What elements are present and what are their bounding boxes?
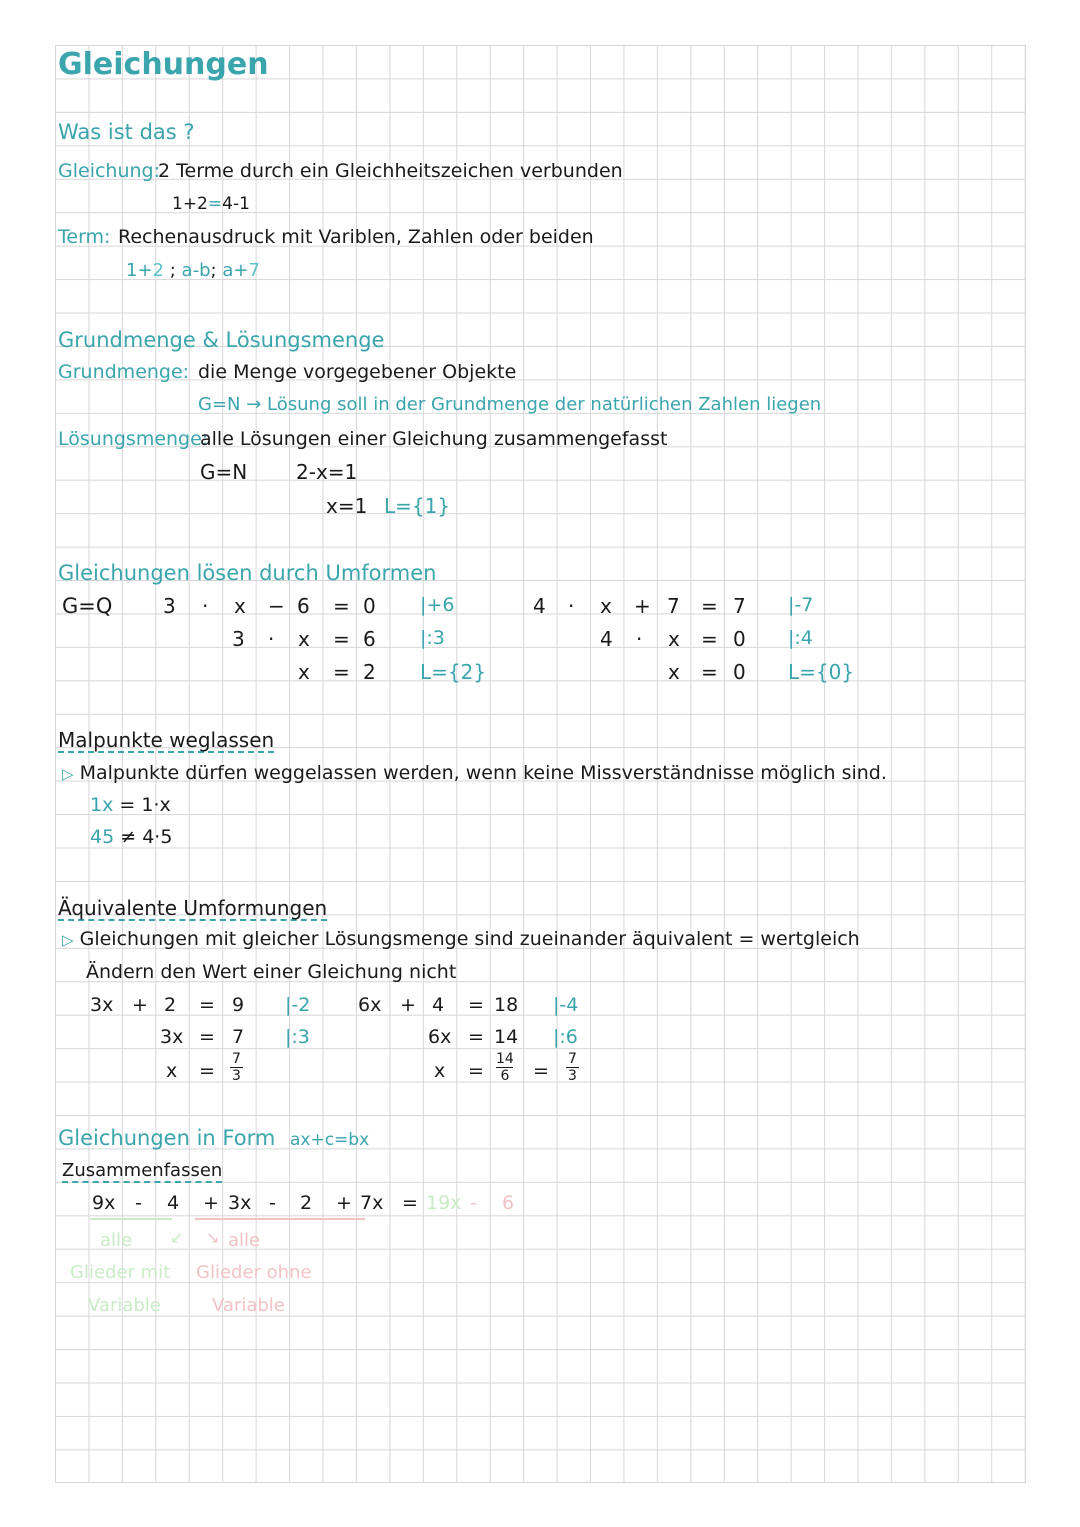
expr-op-3: - [269,1192,276,1214]
gleichung-definition: 2 Terme durch ein Gleichheitszeichen verbunden [158,160,623,182]
right-eq-row3-equals: = [701,660,718,684]
note-right-line-1: alle [228,1230,261,1251]
term-examples [126,262,260,280]
right-eq-row2-rhs: 0 [733,627,746,651]
equiv-left-row2-equals: = [199,1026,215,1048]
term-example-3b: 7 [248,260,260,281]
equiv-right-row3-var: x [434,1060,446,1082]
left-eq-row3-rhs: 2 [363,660,376,684]
left-eq-row2-dot: · [268,627,275,651]
fraction-numerator: 14 [496,1051,514,1067]
right-eq-row2-var: x [668,627,680,651]
equiv-right-row1-operation: |-4 [553,994,579,1016]
expr-result-minus: - [470,1192,477,1214]
left-eq-row1-rhs: 0 [363,594,376,618]
example-basic-set: G=N [200,460,248,484]
right-eq-row2-dot: · [636,627,643,651]
example-equation: 2-x=1 [296,460,358,484]
equivalent-line-1-text: Gleichungen mit gleicher Lösungsmenge sind zueinander äquivalent = wertgleich [79,928,860,950]
term-example-1b: 2 [152,260,164,281]
equiv-right-row1-rhs: 18 [494,994,519,1016]
equiv-left-row3-var: x [166,1060,178,1082]
equiv-left-row2-operation: |:3 [285,1026,310,1048]
equiv-left-row1-const: 2 [164,994,177,1016]
equiv-left-row2-term: 3x [160,1026,184,1048]
left-eq-row2-operation: |:3 [420,627,445,649]
left-eq-row2-var: x [298,627,310,651]
equiv-right-row3-fraction-2 [566,1052,579,1083]
rational-basic-set: G=Q [62,594,113,618]
term-example-separator-2: ; [210,260,217,281]
bullet-triangle-icon: ▷ [62,765,74,783]
gleichung-example-left: 1+2 [172,194,208,214]
right-eq-row2-equals: = [701,627,718,651]
arrow-right-icon: ↘ [206,1228,220,1247]
term-example-2: a-b [181,260,211,281]
left-eq-row2-equals: = [333,627,350,651]
equiv-right-row2-operation: |:6 [553,1026,578,1048]
fraction-denominator: 3 [232,1068,241,1084]
right-eq-row1-dot: · [568,594,575,618]
expr-op-1: - [135,1192,142,1214]
equiv-right-row1-plus: + [400,994,416,1016]
gleichung-example-right: 4-1 [222,194,250,214]
section-equivalent-heading: Äquivalente Umformungen [58,896,328,920]
grundmenge-label: Grundmenge: [58,361,190,383]
term-example-separator-1: ; [169,260,176,281]
gleichung-example-equals: = [207,194,223,214]
left-eq-row1-equals: = [333,594,350,618]
section-form-formula: ax+c=bx [289,1130,370,1150]
fraction-numerator: 7 [232,1051,241,1067]
multiplication-example-1-left: 1x [90,794,114,816]
left-eq-row1-coef: 3 [163,594,176,618]
left-eq-row1-op: − [268,594,285,618]
expr-term-3: 3x [228,1192,252,1214]
term-example-3a: a+ [222,260,249,281]
left-eq-row2-rhs: 6 [363,627,376,651]
loesungsmenge-definition: alle Lösungen einer Gleichung zusammengefasst [200,428,668,450]
example-solution-set: L={1} [384,494,451,518]
right-eq-row1-rhs: 7 [733,594,746,618]
left-eq-row2-coef: 3 [232,627,245,651]
term-label: Term: [58,226,111,248]
left-eq-row1-const: 6 [297,594,310,618]
equiv-right-row1-const: 4 [432,994,445,1016]
expr-term-2: 4 [167,1192,180,1214]
expr-equals: = [402,1192,418,1214]
equiv-left-row1-equals: = [199,994,215,1016]
note-right-line-3: Variable [212,1295,285,1316]
right-eq-row2-operation: |:4 [788,627,813,649]
equiv-left-row2-rhs: 7 [232,1026,245,1048]
equiv-right-row3-fraction-1 [496,1052,514,1083]
note-right-line-2: Glieder ohne [196,1262,312,1283]
section-multiplication-dots-heading: Malpunkte weglassen [58,728,275,752]
bullet-triangle-icon: ▷ [62,931,74,949]
zusammenfassen-subheading: Zusammenfassen [62,1160,223,1181]
page-title: Gleichungen [58,47,269,82]
right-eq-row1-const: 7 [667,594,680,618]
right-eq-row3-rhs: 0 [733,660,746,684]
equiv-right-row3-equals: = [468,1060,484,1082]
multiplication-example-1-right: = 1·x [119,794,171,816]
right-eq-row3-var: x [668,660,680,684]
section-sets-heading: Grundmenge & Lösungsmenge [58,328,385,352]
expr-term-4: 2 [300,1192,313,1214]
left-eq-solution-set: L={2} [420,660,487,684]
right-eq-solution-set: L={0} [788,660,855,684]
expr-result-variable: 19x [426,1192,462,1214]
left-eq-row1-dot: · [202,594,209,618]
expr-term-1: 9x [92,1192,116,1214]
underline-constant-terms [195,1218,365,1220]
section-form-heading-text: Gleichungen in Form [58,1126,276,1150]
fraction-denominator: 6 [500,1068,510,1084]
term-definition: Rechenausdruck mit Variblen, Zahlen oder beiden [118,226,594,248]
gleichung-example [172,196,250,213]
multiplication-example-1 [90,796,171,815]
equiv-right-row1-equals: = [468,994,484,1016]
multiplication-dots-rule [62,764,887,783]
expr-op-4: + [336,1192,352,1214]
loesungsmenge-label: Lösungsmenge: [58,428,209,450]
equivalent-line-2: Ändern den Wert einer Gleichung nicht [86,961,457,983]
multiplication-example-2-right: ≠ 4·5 [120,826,173,848]
right-eq-row1-op: + [634,594,651,618]
note-left-line-2: Glieder mit [70,1262,171,1283]
grundmenge-note: G=N → Lösung soll in der Grundmenge der natürlichen Zahlen liegen [198,394,822,415]
right-eq-row1-var: x [600,594,612,618]
grundmenge-definition: die Menge vorgegebener Objekte [198,361,517,383]
multiplication-example-2-left: 45 [90,826,115,848]
section-solve-heading: Gleichungen lösen durch Umformen [58,561,437,585]
arrow-left-icon: ↙ [170,1228,184,1247]
left-eq-row1-operation: |+6 [420,594,455,616]
equivalent-line-1 [62,930,860,949]
equiv-right-row2-equals: = [468,1026,484,1048]
equiv-left-row3-fraction [230,1052,243,1083]
left-eq-row3-var: x [298,660,310,684]
right-eq-row1-operation: |-7 [788,594,814,616]
multiplication-dots-rule-text: Malpunkte dürfen weggelassen werden, wenn keine Missverständnisse möglich sind. [79,762,887,784]
right-eq-row2-coef: 4 [600,627,613,651]
equiv-right-row3-equals-2: = [533,1060,549,1082]
section-what-heading: Was ist das ? [58,120,195,144]
note-left-line-1: alle [100,1230,133,1251]
equiv-left-row3-equals: = [199,1060,215,1082]
section-form-heading [58,1128,369,1149]
left-eq-row3-equals: = [333,660,350,684]
right-eq-row1-coef: 4 [533,594,546,618]
underline-variable-terms [90,1218,172,1220]
multiplication-example-2 [90,828,172,847]
gleichung-label: Gleichung: [58,160,161,182]
left-eq-row1-var: x [234,594,246,618]
right-eq-row1-equals: = [701,594,718,618]
equiv-right-row2-term: 6x [428,1026,452,1048]
example-solution: x=1 [326,494,368,518]
fraction-numerator: 7 [568,1051,577,1067]
equiv-right-row1-term: 6x [358,994,382,1016]
expr-result-constant: 6 [502,1192,515,1214]
equiv-left-row1-term: 3x [90,994,114,1016]
term-example-1a: 1+ [126,260,153,281]
fraction-denominator: 3 [568,1068,577,1084]
expr-term-5: 7x [360,1192,384,1214]
equiv-left-row1-operation: |-2 [285,994,311,1016]
equiv-right-row2-rhs: 14 [494,1026,519,1048]
equiv-left-row1-plus: + [132,994,148,1016]
expr-op-2: + [203,1192,219,1214]
equiv-left-row1-rhs: 9 [232,994,245,1016]
note-left-line-3: Variable [88,1295,161,1316]
